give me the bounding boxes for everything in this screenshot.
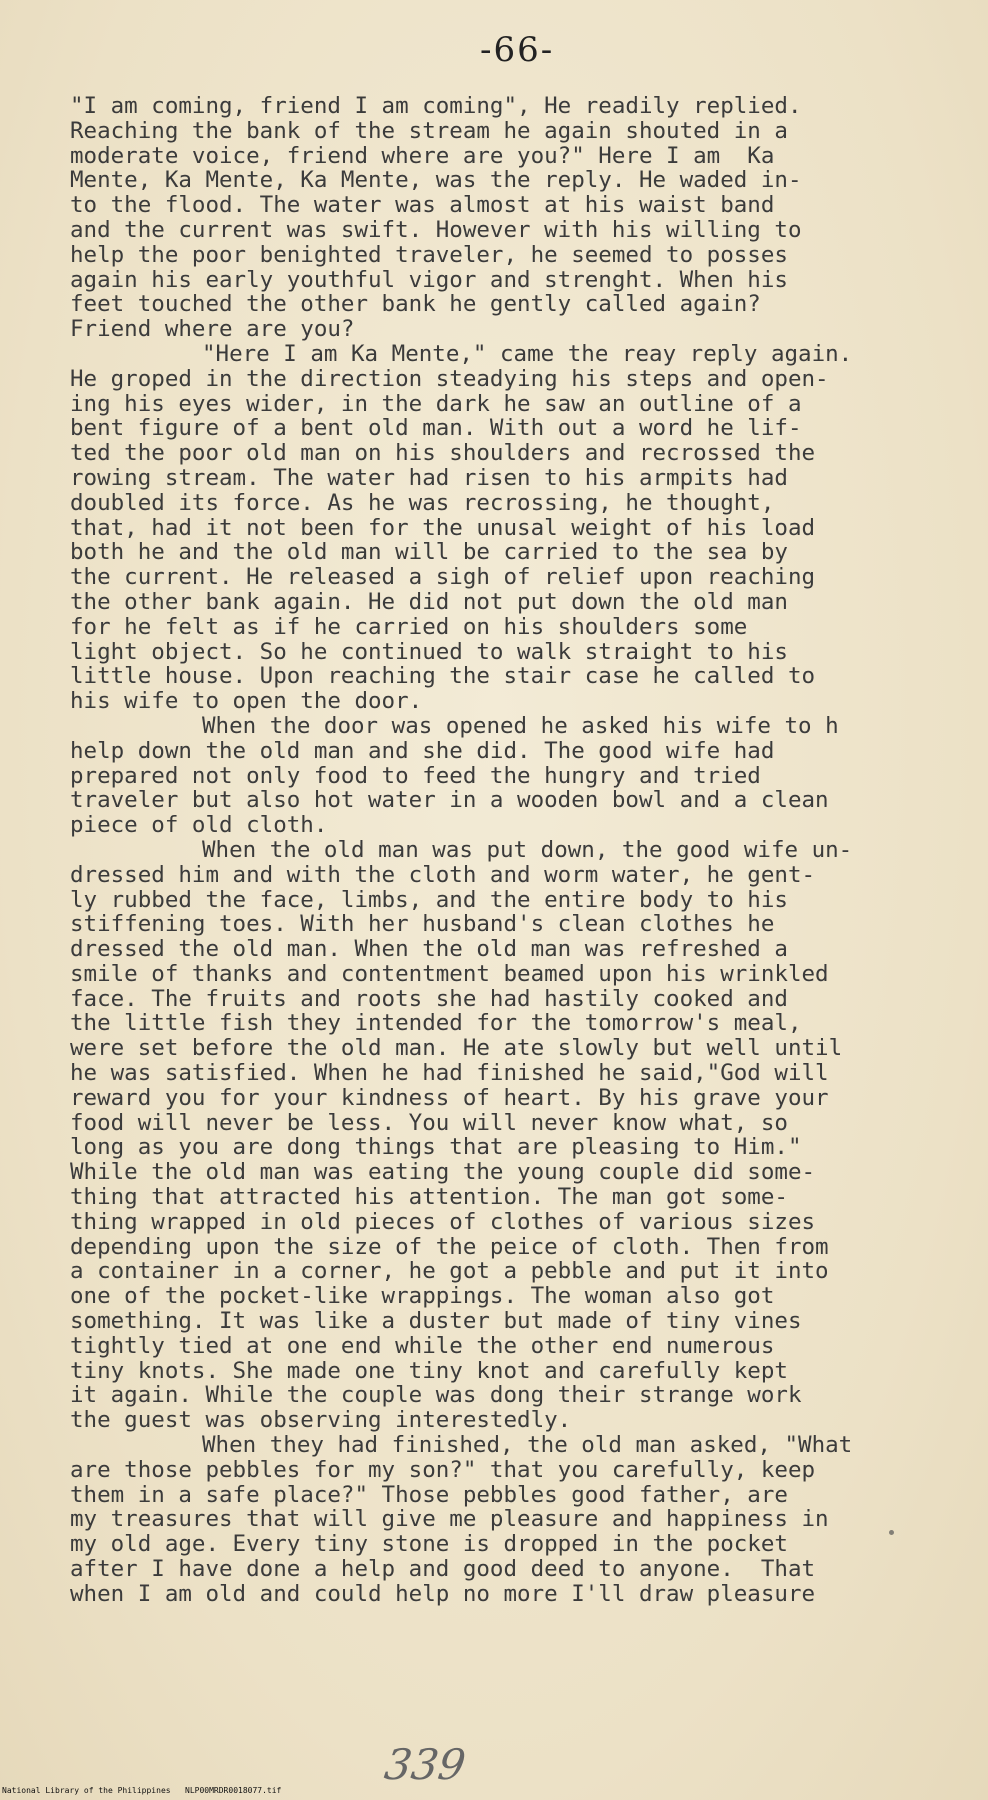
- paragraph-start-line: When the door was opened he asked his wife to h: [202, 712, 839, 739]
- text-line: depending upon the size of the peice of cloth. Then from: [70, 1233, 829, 1260]
- text-line: again his early youthful vigor and strenght. When his: [70, 266, 788, 293]
- text-line: his wife to open the door.: [70, 688, 423, 715]
- text-line: light object. So he continued to walk straight to his: [70, 638, 788, 665]
- text-line: tightly tied at one end while the other end numerous: [70, 1332, 775, 1359]
- text-line: a container in a corner, he got a pebble and put it into: [70, 1258, 829, 1285]
- text-line: food will never be less. You will never know what, so: [70, 1109, 788, 1136]
- text-line: dressed him and with the cloth and worm water, he gent-: [70, 861, 816, 888]
- text-line: dressed the old man. When the old man was refreshed a: [70, 936, 788, 963]
- page-number: -66-: [480, 30, 555, 70]
- text-line: ly rubbed the face, limbs, and the entire body to his: [70, 886, 788, 913]
- text-line: ing his eyes wider, in the dark he saw an outline of a: [70, 390, 802, 417]
- text-line: thing wrapped in old pieces of clothes of various sizes: [70, 1208, 816, 1235]
- text-line: "I am coming, friend I am coming", He readily replied.: [70, 93, 802, 119]
- text-line: help down the old man and she did. The good wife had: [70, 737, 775, 764]
- text-line: little house. Upon reaching the stair case he called to: [70, 663, 816, 690]
- text-line: my old age. Every tiny stone is dropped in the pocket: [70, 1531, 788, 1558]
- text-line: feet touched the other bank he gently called again?: [70, 291, 761, 318]
- text-line: reward you for your kindness of heart. By his grave your: [70, 1084, 829, 1111]
- text-line: something. It was like a duster but made of tiny vines: [70, 1308, 802, 1335]
- handwritten-folio-number: 339: [381, 1740, 469, 1789]
- text-line: prepared not only food to feed the hungry and tried: [70, 762, 761, 789]
- paragraph-start-line: When the old man was put down, the good wife un-: [202, 836, 853, 863]
- text-line: one of the pocket-like wrappings. The woman also got: [70, 1283, 775, 1310]
- text-line: piece of old cloth.: [70, 812, 328, 839]
- text-line: ted the poor old man on his shoulders and recrossed the: [70, 440, 816, 467]
- text-line: for he felt as if he carried on his shoulders some: [70, 613, 748, 640]
- text-line: Friend where are you?: [70, 316, 355, 343]
- text-line: them in a safe place?" Those pebbles good father, are: [70, 1481, 788, 1508]
- text-line: the other bank again. He did not put down the old man: [70, 588, 788, 615]
- text-line: Mente, Ka Mente, Ka Mente, was the reply. He waded in-: [70, 167, 802, 194]
- text-line: when I am old and could help no more I'll draw pleasure: [70, 1580, 816, 1607]
- text-line: He groped in the direction steadying his steps and open-: [70, 365, 829, 392]
- ink-speck: [889, 1530, 894, 1535]
- text-line: traveler but also hot water in a wooden bowl and a clean: [70, 787, 829, 814]
- text-line: tiny knots. She made one tiny knot and carefully kept: [70, 1357, 788, 1384]
- text-line: the guest was observing interestedly.: [70, 1407, 572, 1434]
- text-line: help the poor benighted traveler, he seemed to posses: [70, 241, 788, 268]
- text-line: bent figure of a bent old man. With out a word he lif-: [70, 415, 802, 442]
- text-line: the little fish they intended for the tomorrow's meal,: [70, 1010, 802, 1037]
- text-line: it again. While the couple was dong their strange work: [70, 1382, 802, 1409]
- text-line: smile of thanks and contentment beamed upon his wrinkled: [70, 960, 829, 987]
- text-line: he was satisfied. When he had finished he said,"God will: [70, 1060, 829, 1087]
- text-line: the current. He released a sigh of relief upon reaching: [70, 564, 816, 591]
- text-line: moderate voice, friend where are you?" Here I am Ka: [70, 142, 775, 169]
- paragraph-start-line: When they had finished, the old man asked, "What: [202, 1432, 853, 1459]
- paragraph-start-line: "Here I am Ka Mente," came the reay reply again.: [202, 340, 853, 367]
- text-line: thing that attracted his attention. The man got some-: [70, 1184, 788, 1211]
- text-line: my treasures that will give me pleasure and happiness in: [70, 1506, 829, 1533]
- text-line: after I have done a help and good deed to anyone. That: [70, 1556, 816, 1583]
- text-line: are those pebbles for my son?" that you carefully, keep: [70, 1456, 816, 1483]
- text-line: doubled its force. As he was recrossing, he thought,: [70, 489, 775, 516]
- text-line: face. The fruits and roots she had hastily cooked and: [70, 985, 788, 1012]
- text-line: stiffening toes. With her husband's clean clothes he: [70, 911, 775, 938]
- text-line: and the current was swift. However with his willing to: [70, 216, 802, 243]
- text-line: long as you are dong things that are pleasing to Him.": [70, 1134, 802, 1161]
- archive-source-label: National Library of the Philippines NLP00MRDR0018077.tif: [2, 1786, 282, 1795]
- text-line: to the flood. The water was almost at his waist band: [70, 192, 775, 219]
- body-text: [70, 94, 950, 1607]
- text-line: both he and the old man will be carried to the sea by: [70, 539, 788, 566]
- text-line: rowing stream. The water had risen to his armpits had: [70, 464, 788, 491]
- text-line: While the old man was eating the young couple did some-: [70, 1159, 816, 1186]
- text-line: Reaching the bank of the stream he again shouted in a: [70, 117, 788, 144]
- text-line: were set before the old man. He ate slowly but well until: [70, 1035, 843, 1062]
- text-line: that, had it not been for the unusal weight of his load: [70, 514, 816, 541]
